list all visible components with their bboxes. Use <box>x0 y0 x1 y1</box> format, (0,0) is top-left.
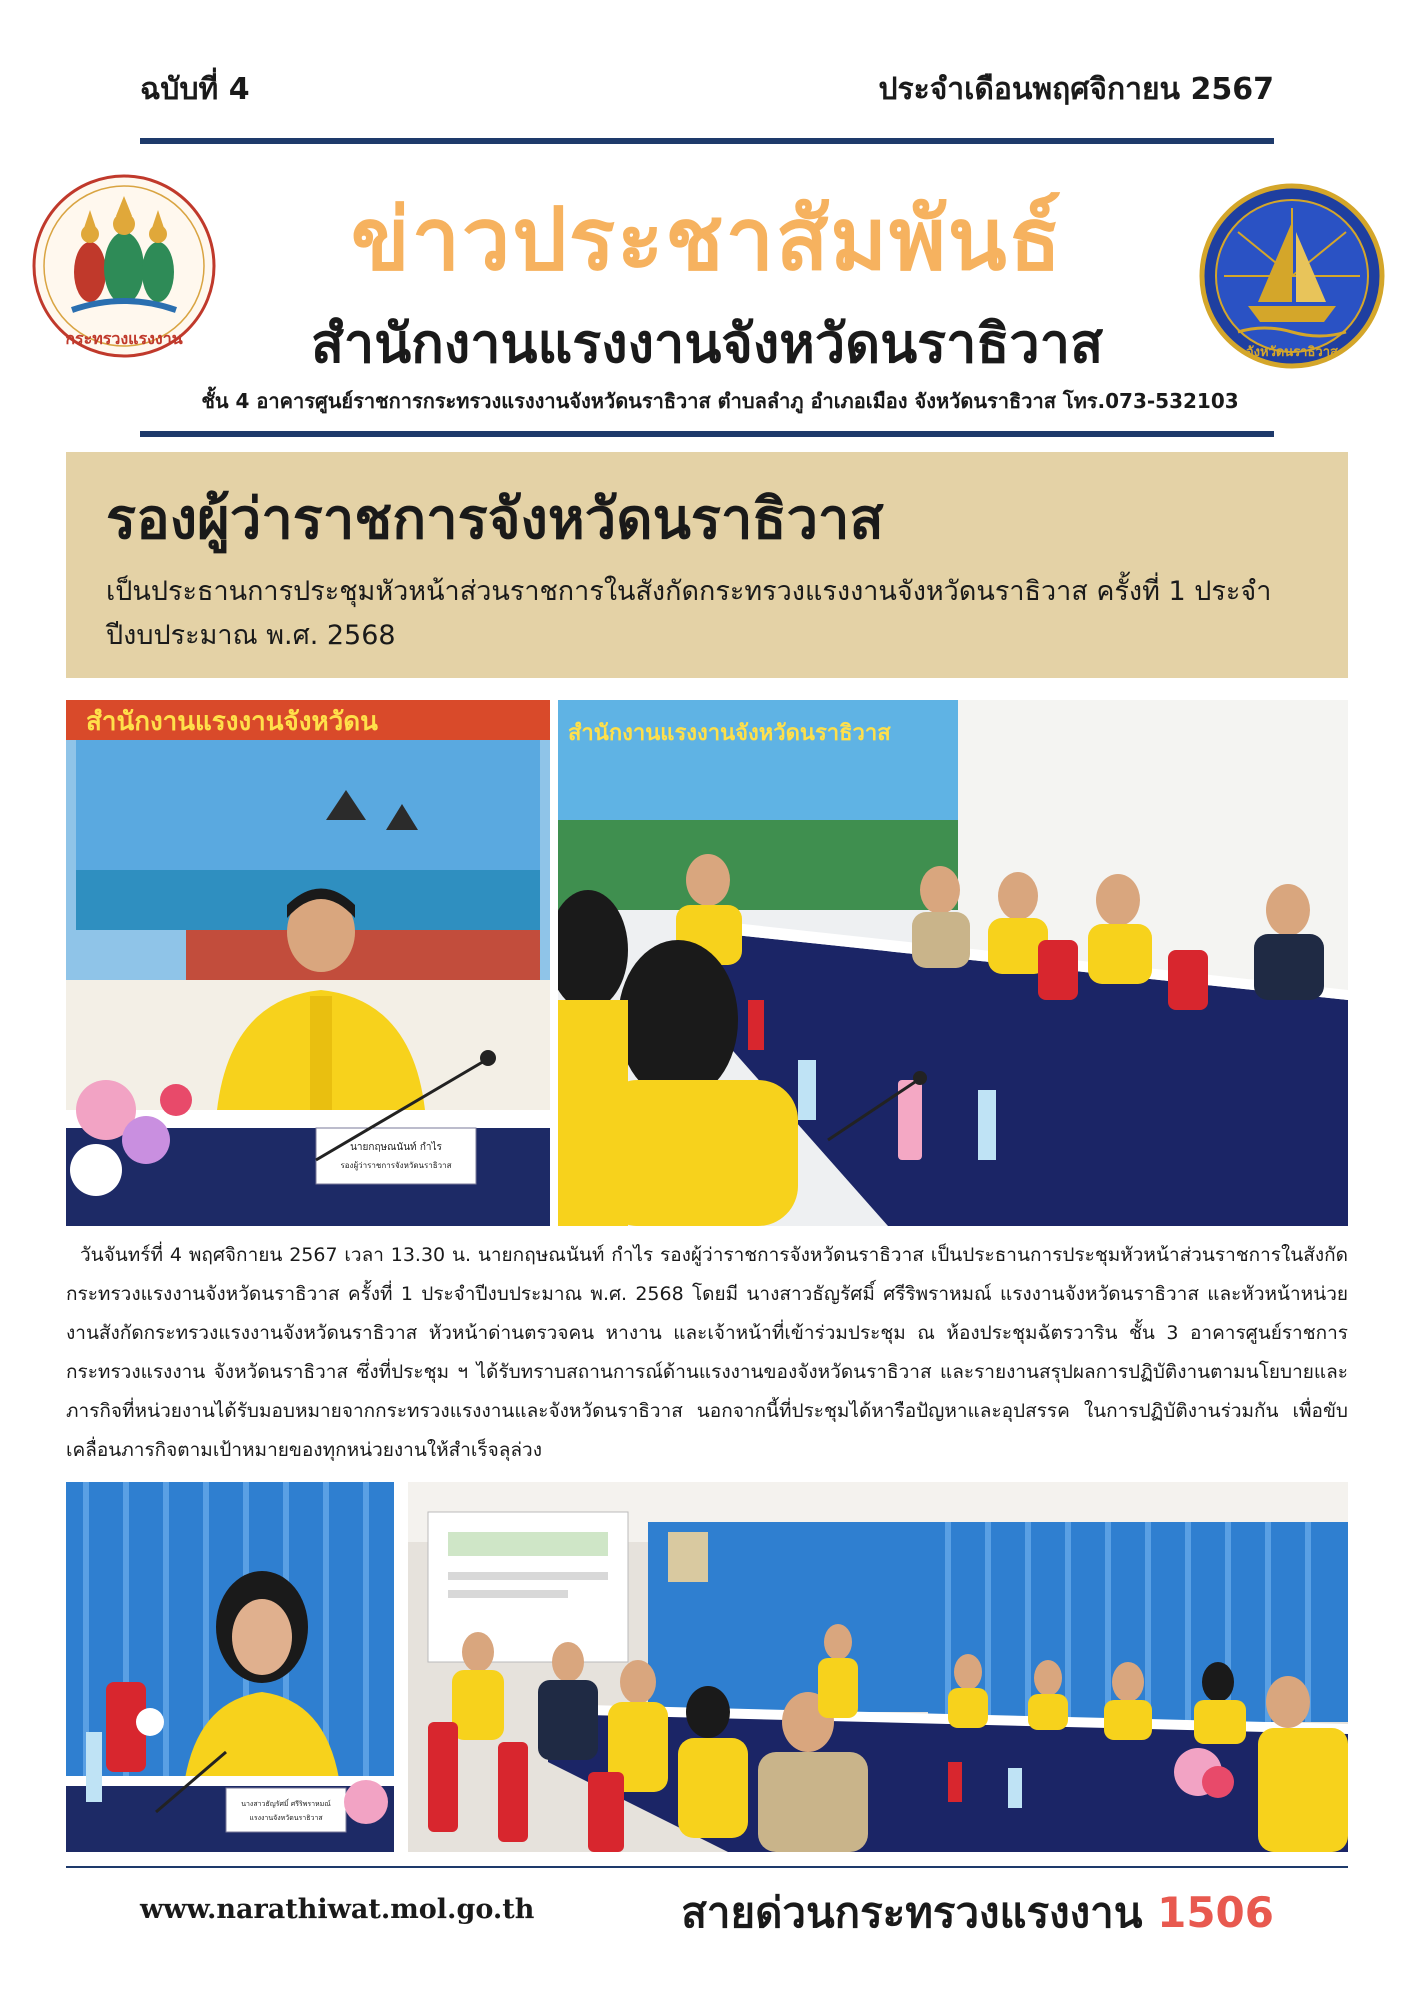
hotline-label: สายด่วนกระทรวงแรงงาน <box>681 1888 1158 1937</box>
ministry-of-labour-logo <box>30 172 218 360</box>
photo-meeting-table <box>558 700 1348 1226</box>
headline-title: รองผู้ว่าราชการจังหวัดนราธิวาส <box>106 487 884 552</box>
headline-box <box>66 452 1348 678</box>
photo1-nameplate-title: รองผู้ว่าราชการจังหวัดนราธิวาส <box>340 1161 452 1170</box>
photo-conference-room <box>408 1482 1348 1852</box>
logo-left-text: กระทรวงแรงงาน <box>65 329 183 348</box>
narathiwat-province-logo <box>1198 182 1386 370</box>
issue-month: ประจำเดือนพฤศจิกายน 2567 <box>878 72 1274 107</box>
top-divider <box>140 138 1274 144</box>
logo-right-text: จังหวัดนราธิวาส <box>1246 345 1338 360</box>
masthead-divider <box>140 431 1274 437</box>
website-url[interactable]: www.narathiwat.mol.go.th <box>140 1894 535 1925</box>
photo-labour-officer <box>66 1482 394 1852</box>
footer-divider <box>66 1866 1348 1868</box>
photo3-nameplate-name: นางสาวธัญรัศมิ์ ศรีริพราหมณ์ <box>241 1800 331 1808</box>
issue-number: ฉบับที่ 4 <box>140 72 250 107</box>
hotline <box>681 1880 1274 1946</box>
hotline-number: 1506 <box>1157 1888 1274 1937</box>
photo2-banner-text: สำนักงานแรงงานจังหวัดนราธิวาส <box>568 721 891 746</box>
photo1-banner-text: สำนักงานแรงงานจังหวัดน <box>86 707 378 737</box>
photo3-nameplate-title: แรงงานจังหวัดนราธิวาส <box>249 1814 323 1822</box>
newsletter-title: ข่าวประชาสัมพันธ์ <box>350 190 1064 290</box>
office-address: ชั้น 4 อาคารศูนย์ราชการกระทรวงแรงงานจังหวัดนราธิวาส ตำบลลำภู อำเภอเมือง จังหวัดนราธิวาส โทร.073-532103 <box>201 389 1239 413</box>
photo1-nameplate-name: นายกฤษณนันท์ กำไร <box>350 1142 442 1153</box>
office-name: สำนักงานแรงงานจังหวัดนราธิวาส <box>310 312 1104 375</box>
photo-vice-governor <box>66 700 550 1226</box>
headline-subtitle: เป็นประธานการประชุมหัวหน้าส่วนราชการในสังกัดกระทรวงแรงงานจังหวัดนราธิวาส ครั้งที่ 1 ประจำปีงบประมาณ พ.ศ. 2568 <box>106 576 1272 651</box>
article-body: วันจันทร์ที่ 4 พฤศจิกายน 2567 เวลา 13.30 น. นายกฤษณนันท์ กำไร รองผู้ว่าราชการจังหวัดนราธิวาส เป็นประธานการประชุมหัวหน้าส่วนราชการในสังกัดกระทรวงแรงงานจังหวัดนราธิวาส ครั้งที่ 1 ประจำปีงบประมาณ พ.ศ. 2568 โดยมี นางสาวธัญรัศมิ์ ศรีริพราหมณ์ แรงงานจังหวัดนราธิวาส และหัวหน้าหน่วยงานสังกัดกระทรวงแรงงานจังหวัดนราธิวาส หัวหน้าด่านตรวจคน หางาน และเจ้าหน้าที่เข้าร่วมประชุม ณ ห้องประชุมฉัตรวาริน ชั้น 3 อาคารศูนย์ราชการกระทรวงแรงงาน จังหวัดนราธิวาส ซึ่งที่ประชุม ฯ ได้รับทราบสถานการณ์ด้านแรงงานของจังหวัดนราธิวาส และรายงานสรุปผลการปฏิบัติงานตามนโยบายและภารกิจที่หน่วยงานได้รับมอบหมายจากกระทรวงแรงงานและจังหวัดนราธิวาส นอกจากนี้ที่ประชุมได้หารือปัญหาและอุปสรรค ในการปฏิบัติงานร่วมกัน เพื่อขับเคลื่อนภารกิจตามเป้าหมายของทุกหน่วยงานให้สำเร็จลุล่วง <box>66 1244 1348 1461</box>
